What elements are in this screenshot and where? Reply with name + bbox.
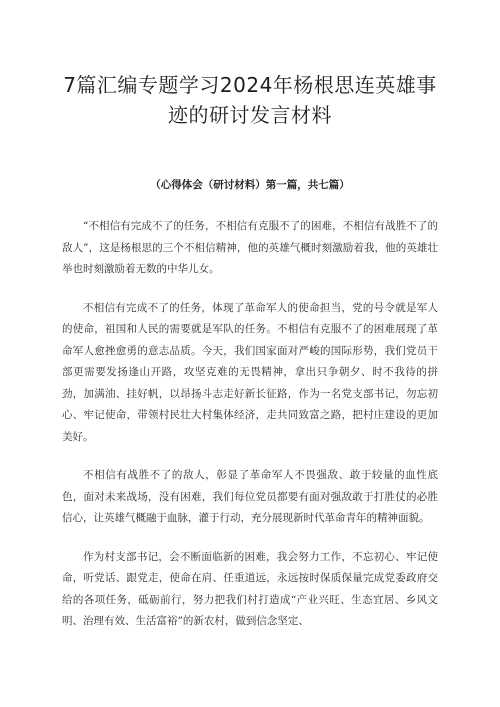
title-line-2: 迹的研讨发言材料 [168, 103, 332, 127]
title-line-1: 7篇汇编专题学习2024年杨根思连英雄事 [63, 73, 437, 97]
paragraph-3: 不相信有战胜不了的敌人，彰显了革命军人不畏强敌、敢于较量的血性底色，面对未来战场，没有困难，我们每位党员都要有面对强敌敢于打胜仗的必胜信心，让英雄气概融于血脉，灌于行动，充分展现新时代革命青年的精神面貌。 [62, 469, 438, 524]
paragraph-4: 作为村支部书记，会不断面临新的困难，我会努力工作，不忘初心、牢记使命，听党话、跟党走，使命在肩、任重道远，永远按时保质保量完成党委政府交给的各项任务，砥砺前行，努力把我们村打造成“产业兴旺、生态宜居、乡风文明、治理有效、生活富裕”的新农村，做到信念坚定、 [62, 550, 438, 627]
document-title [62, 70, 438, 130]
paragraph-1: “不相信有完成不了的任务，不相信有克服不了的困难，不相信有战胜不了的敌人”，这是杨根思的三个不相信精神，他的英雄气概时刻激励着我，他的英雄壮举也时刻激励着无数的中华儿女。 [62, 220, 438, 275]
section-subtitle: （心得体会（研讨材料）第一篇，共七篇） [150, 179, 350, 191]
paragraph-2: 不相信有完成不了的任务，体现了革命军人的使命担当，党的号令就是军人的使命，祖国和人民的需要就是军队的任务。不相信有克服不了的困难展现了革命军人愈挫愈勇的意志品质。今天，我们国家面对严峻的国际形势，我们党员干部更需要发扬逢山开路，攻坚克难的无畏精神，拿出只争朝夕、时不我待的拼劲，加满油、挂好帆，以昂扬斗志走好新长征路，作为一名党支部书记，勿忘初心、牢记使命，带领村民壮大村集体经济，走共同致富之路，把村庄建设的更加美好。 [62, 301, 438, 443]
